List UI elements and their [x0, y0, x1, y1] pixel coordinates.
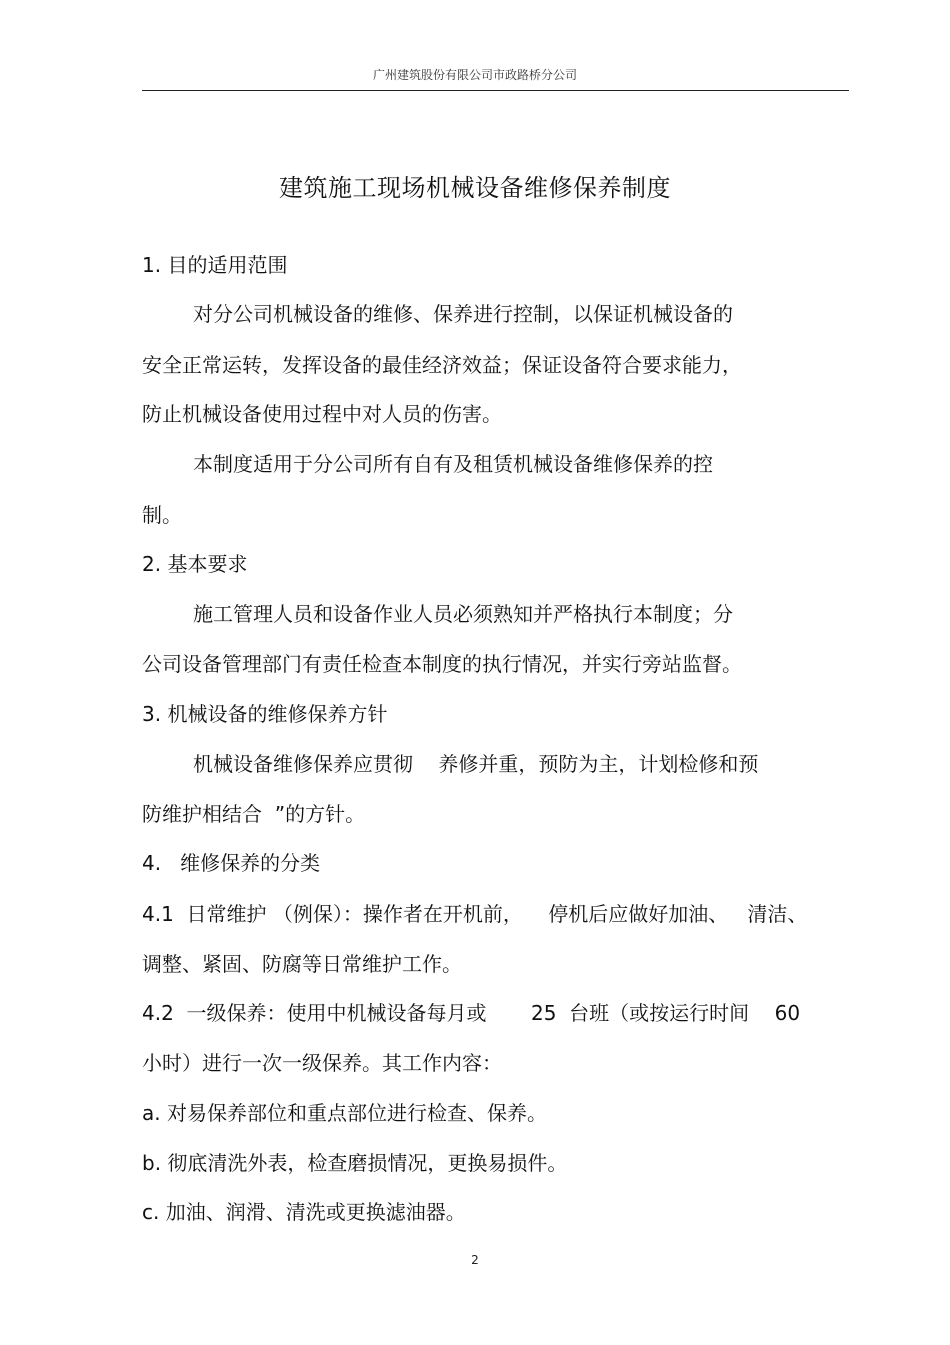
- page-header: 广州建筑股份有限公司市政路桥分公司: [372, 68, 577, 82]
- paragraph-line: 小时）进行一次一级保养。其工作内容：: [142, 1051, 502, 1075]
- header-divider: [142, 90, 849, 91]
- paragraph-line: 调整、紧固、防腐等日常维护工作。: [142, 952, 462, 976]
- paragraph-line: 施工管理人员和设备作业人员必须熟知并严格执行本制度；分: [193, 602, 733, 626]
- paragraph-line: 4.1 日常维护 （例保）：操作者在开机前， 停机后应做好加油、 清洁、: [142, 902, 808, 926]
- paragraph-line: 公司设备管理部门有责任检查本制度的执行情况，并实行旁站监督。: [142, 652, 742, 676]
- paragraph-line: 4.2 一级保养：使用中机械设备每月或 25 台班（或按运行时间 60: [142, 1001, 801, 1025]
- paragraph-line: 安全正常运转，发挥设备的最佳经济效益；保证设备符合要求能力，: [142, 353, 742, 377]
- page-number: 2: [471, 1253, 479, 1267]
- paragraph-line: 对分公司机械设备的维修、保养进行控制，以保证机械设备的: [193, 302, 733, 326]
- list-item: b. 彻底清洗外表，检查磨损情况，更换易损件。: [142, 1151, 568, 1175]
- section-4-heading: 4. 维修保养的分类: [142, 851, 321, 875]
- paragraph-line: 机械设备维修保养应贯彻 养修并重，预防为主，计划检修和预: [193, 752, 759, 776]
- section-2-heading: 2. 基本要求: [142, 552, 248, 576]
- list-item: a. 对易保养部位和重点部位进行检查、保养。: [142, 1101, 547, 1125]
- paragraph-line: 制。: [142, 503, 182, 527]
- paragraph-line: 本制度适用于分公司所有自有及租赁机械设备维修保养的控: [193, 452, 713, 476]
- section-1-heading: 1. 目的适用范围: [142, 253, 288, 277]
- section-3-heading: 3. 机械设备的维修保养方针: [142, 702, 388, 726]
- paragraph-line: 防维护相结合 ”的方针。: [142, 802, 366, 826]
- list-item: c. 加油、润滑、清洗或更换滤油器。: [142, 1200, 466, 1224]
- paragraph-line: 防止机械设备使用过程中对人员的伤害。: [142, 402, 502, 426]
- document-title: 建筑施工现场机械设备维修保养制度: [279, 174, 671, 202]
